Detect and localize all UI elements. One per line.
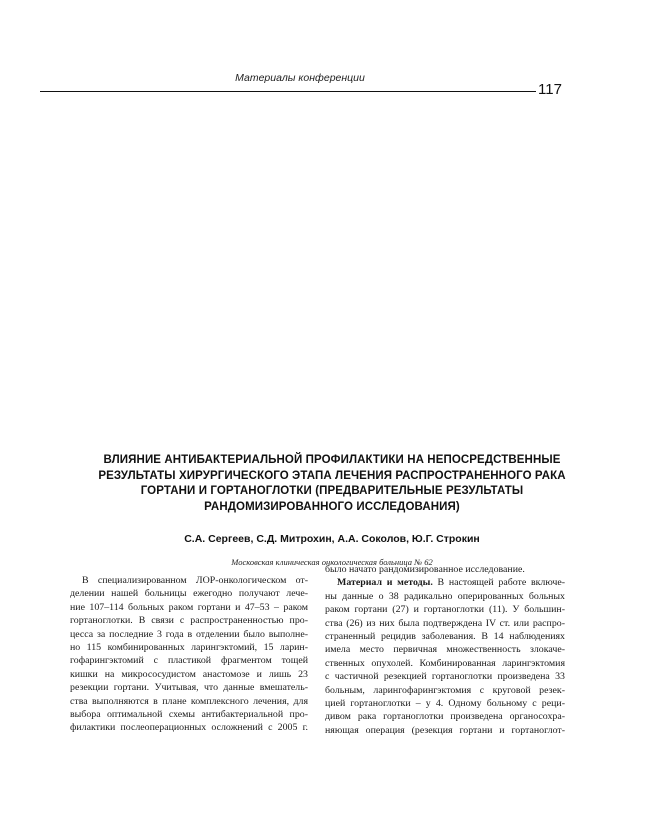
methods-heading: Материал и методы. <box>337 577 433 589</box>
text-line: но 115 комбинированных ларингэктомий, 15 ларин- <box>70 642 308 654</box>
text-line: В специализированном ЛОР-онкологическом от- <box>82 575 308 586</box>
text-line: ства (26) из них была подтверждена IV ст. или распро- <box>325 617 565 629</box>
text-line: ние 107–114 больных раком гортани и 47–53 – раком <box>70 601 308 613</box>
text-line: имела место первичная множественность злокаче- <box>325 644 565 656</box>
text-line: страненный рецидив заболевания. В 14 наблюдениях <box>325 631 565 643</box>
text-fragment: В настоящей работе включе- <box>432 577 565 589</box>
text-line: ственных опухолей. Комбинированная ларингэктомия <box>325 657 565 669</box>
text-line: резекции гортани. Учитывая, что данные вмешатель- <box>70 682 308 694</box>
article-title-line: РАНДОМИЗИРОВАННОГО ИССЛЕДОВАНИЯ) <box>204 500 460 513</box>
article-title-line: ВЛИЯНИЕ АНТИБАКТЕРИАЛЬНОЙ ПРОФИЛАКТИКИ НА НЕПОСРЕДСТВЕННЫЕ <box>103 454 561 466</box>
page-number: 117 <box>538 81 562 98</box>
affiliation: Московская клиническая онкологическая больница № 62 <box>231 557 433 567</box>
article-title-line: РЕЗУЛЬТАТЫ ХИРУРГИЧЕСКОГО ЭТАПА ЛЕЧЕНИЯ РАСПРОСТРАНЕННОГО РАКА <box>98 469 566 482</box>
header-rule <box>40 91 536 92</box>
article-title <box>52 453 612 515</box>
authors: С.А. Сергеев, С.Д. Митрохин, А.А. Соколов, Ю.Г. Строкин <box>184 533 480 545</box>
text-line: цией гортаноглотки – у 4. Одному больному с реци- <box>325 698 565 710</box>
text-line: с частичной резекцией гортаноглотки произведена 33 <box>325 671 565 683</box>
text-line: няющая операция (резекция гортани и гортаноглот- <box>325 724 565 736</box>
text-line: было начато рандомизированное исследование. <box>325 564 525 575</box>
right-column <box>325 563 565 737</box>
methods-line <box>325 576 565 589</box>
text-line: кишки на микрососудистом анастомозе и лишь 23 <box>70 668 308 680</box>
article-title-line: ГОРТАНИ И ГОРТАНОГЛОТКИ (ПРЕДВАРИТЕЛЬНЫЕ РЕЗУЛЬТАТЫ <box>140 485 524 497</box>
text-line: цесса за последние 3 года в отделении было выполне- <box>70 628 308 640</box>
left-column <box>70 574 308 735</box>
text-line: филактики послеоперационных осложнений с 2005 г. <box>70 722 308 734</box>
text-line: гортаноглотки. В связи с распространенностью про- <box>70 615 308 627</box>
text-line: ства выполняются в плане комплексного лечения, для <box>70 695 308 707</box>
text-line: ны данные о 38 радикально оперированных больных <box>325 590 565 602</box>
text-line: дивом рака гортаноглотки произведена органосохра- <box>325 711 565 723</box>
running-title: Материалы конференции <box>235 72 365 84</box>
text-line: гофарингэктомий с пластикой фрагментом тощей <box>70 655 308 667</box>
text-line: больным, ларингофарингэктомия с круговой резек- <box>325 684 565 696</box>
text-line: выбора оптимальной схемы антибактериальной про- <box>70 709 308 721</box>
text-line: раком гортани (27) и гортаноглотки (11). У большин- <box>325 604 565 616</box>
text-line: делении нашей больницы ежегодно получают лече- <box>70 588 308 600</box>
